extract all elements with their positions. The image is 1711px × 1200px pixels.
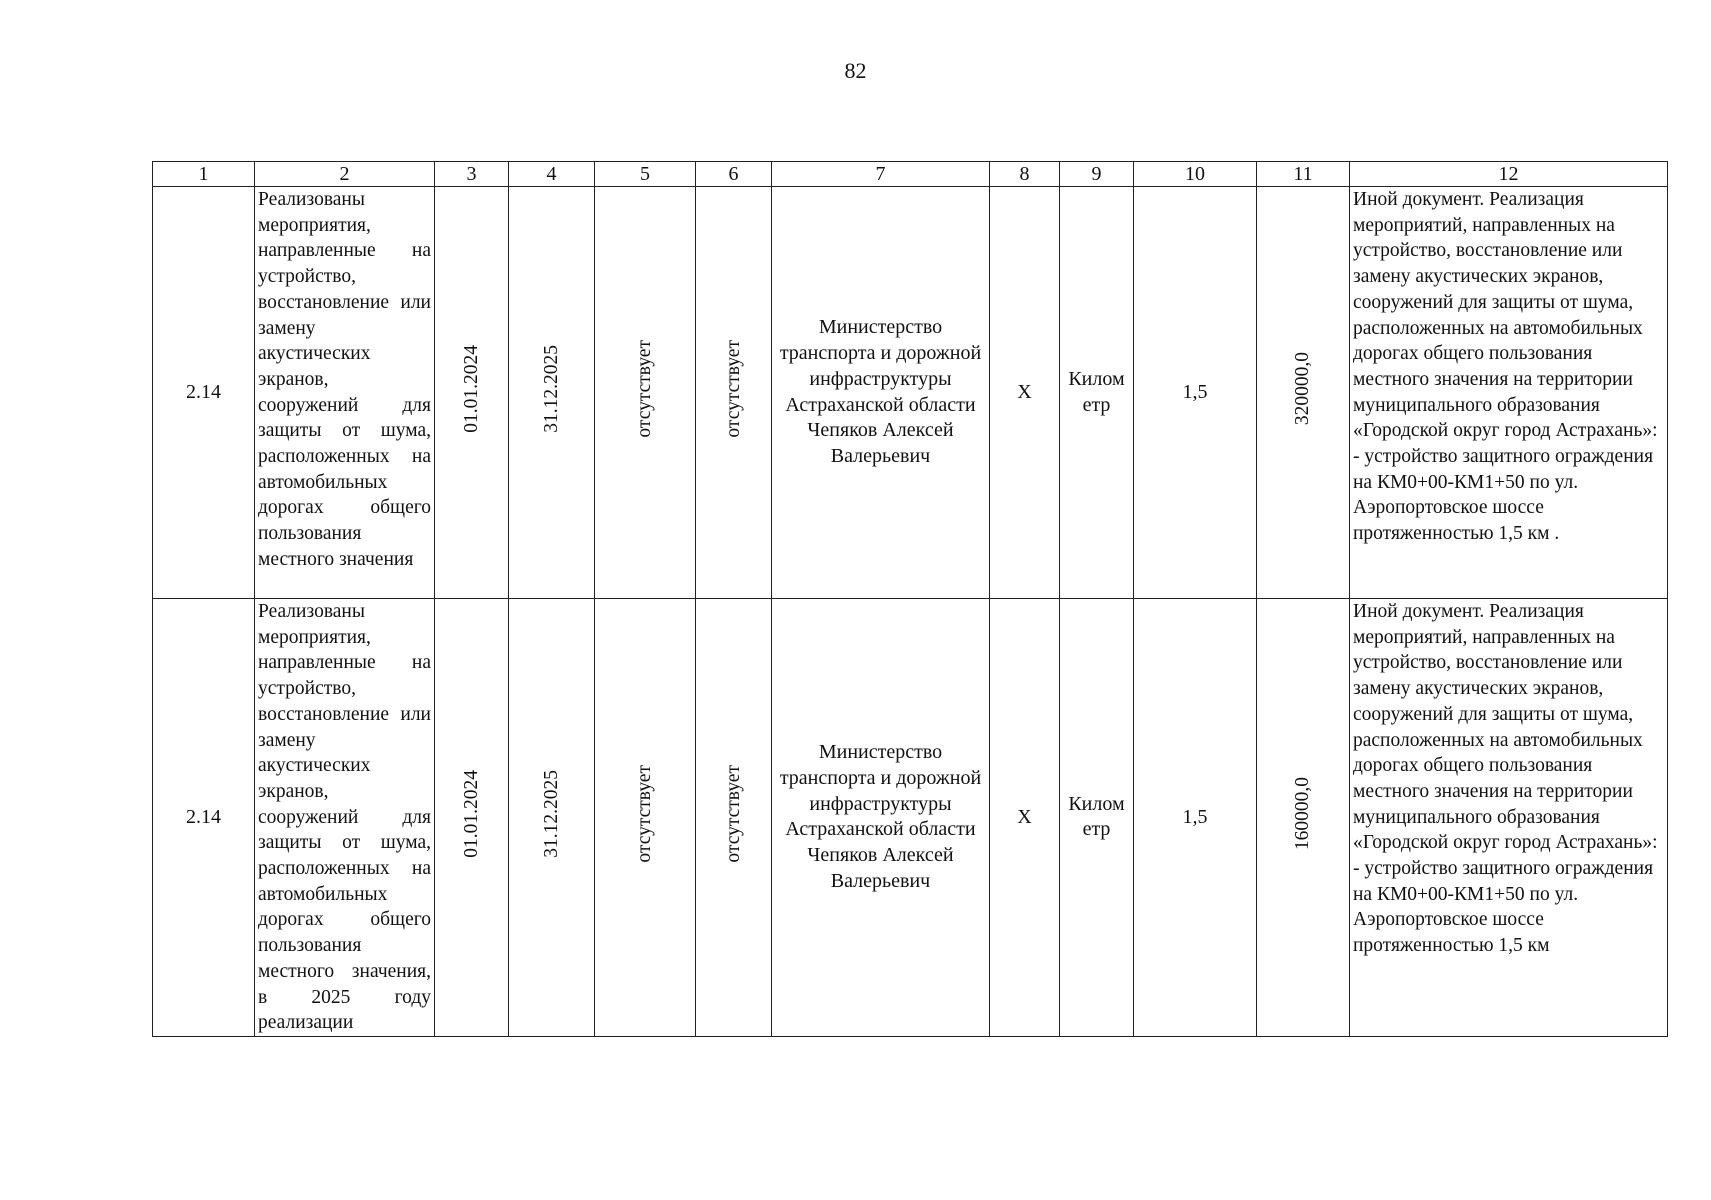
column-5-value: отсутствует <box>634 764 656 863</box>
start-date: 01.01.2024 <box>460 769 482 858</box>
document-note <box>1350 187 1668 599</box>
header-cell: 6 <box>696 162 772 187</box>
header-cell: 2 <box>255 162 435 187</box>
header-cell: 9 <box>1060 162 1134 187</box>
column-8-value: Х <box>990 599 1060 1037</box>
table-row <box>153 187 1668 599</box>
column-8-value: Х <box>990 187 1060 599</box>
column-5-value: отсутствует <box>634 339 656 438</box>
header-row <box>153 162 1668 187</box>
page-number: 82 <box>844 58 867 83</box>
note-text: Иной документ. Реализация мероприятий, направленных на устройство, восстановление или замену акустических экранов, сооружений для защиты от шума, расположенных на автомобильных дорогах общего пользования местного значения на территории муниципального образования «Городской округ город Астрахань»: - устройство защитного ограждения на КМ0+00-КМ1+50 по ул. Аэропортовское шоссе протяженностью 1,5 км . <box>1353 189 1658 545</box>
header-cell: 1 <box>153 162 255 187</box>
financing-amount: 160000,0 <box>1292 777 1314 851</box>
unit-of-measure <box>1060 187 1134 599</box>
header-cell: 7 <box>772 162 990 187</box>
row-number: 2.14 <box>153 187 255 599</box>
result-description: Реализованы мероприятия, направленные на устройство, восстановление или замену акустических экранов, сооружений для защиты от шума, расположенных на автомобильных дорогах общего пользования местного значения, в 2025 году реализации <box>255 599 435 1037</box>
unit-text: Километр <box>1068 792 1125 841</box>
column-6-value: отсутствует <box>722 764 744 863</box>
header-cell: 12 <box>1350 162 1668 187</box>
end-date: 31.12.2025 <box>540 344 562 433</box>
indicator-value: 1,5 <box>1134 187 1257 599</box>
header-cell: 11 <box>1257 162 1350 187</box>
header-cell: 8 <box>990 162 1060 187</box>
result-description: Реализованы мероприятия, направленные на устройство, восстановление или замену акустических экранов, сооружений для защиты от шума, расположенных на автомобильных дорогах общего пользования местного значения <box>255 187 435 599</box>
header-cell: 4 <box>509 162 595 187</box>
end-date: 31.12.2025 <box>540 769 562 858</box>
header-cell: 3 <box>435 162 509 187</box>
unit-text: Километр <box>1068 367 1125 416</box>
header-cell: 5 <box>595 162 696 187</box>
note-text: Иной документ. Реализация мероприятий, направленных на устройство, восстановление или замену акустических экранов, сооружений для защиты от шума, расположенных на автомобильных дорогах общего пользования местного значения на территории муниципального образования «Городской округ город Астрахань»: - устройство защитного ограждения на КМ0+00-КМ1+50 по ул. Аэропортовское шоссе протяженностью 1,5 км <box>1353 601 1658 957</box>
responsible-executor: Министерство транспорта и дорожной инфраструктуры Астраханской области Чепяков Алексей Валерьевич <box>772 187 990 599</box>
document-note <box>1350 599 1668 1037</box>
financing-amount: 320000,0 <box>1292 352 1314 426</box>
unit-of-measure <box>1060 599 1134 1037</box>
start-date: 01.01.2024 <box>460 344 482 433</box>
header-cell: 10 <box>1134 162 1257 187</box>
table-row <box>153 599 1668 1037</box>
responsible-executor: Министерство транспорта и дорожной инфраструктуры Астраханской области Чепяков Алексей Валерьевич <box>772 599 990 1037</box>
column-6-value: отсутствует <box>722 339 744 438</box>
data-table <box>152 161 1668 1037</box>
row-number: 2.14 <box>153 599 255 1037</box>
indicator-value: 1,5 <box>1134 599 1257 1037</box>
